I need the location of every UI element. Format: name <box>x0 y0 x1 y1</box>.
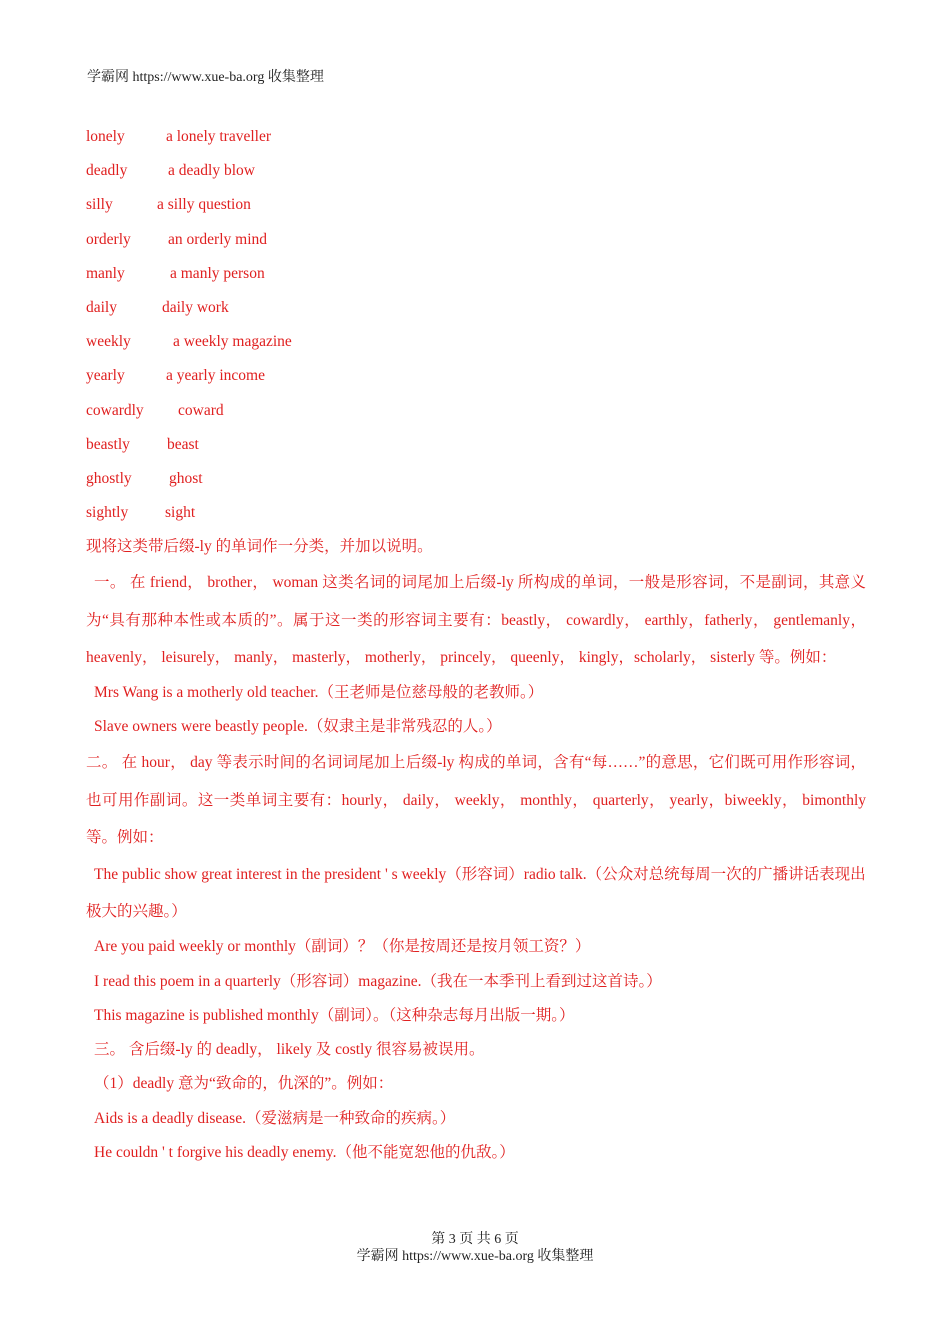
example-phrase: a weekly magazine <box>173 333 292 351</box>
section-2-paragraph: 二。 在 hour， day 等表示时间的名词词尾加上后缀-ly 构成的单词，含有“每……”的意思，它们既可用作形容词，也可用作副词。这一类单词主要有：hourly， daily， weekly， monthly， quarterly， yearly，biweekly， bimonthly 等。例如： <box>86 754 866 846</box>
word-pair <box>86 428 866 462</box>
example-phrase: a lonely traveller <box>166 128 272 145</box>
page-footer: 学霸网 https://www.xue-ba.org 收集整理 <box>356 1249 594 1264</box>
example-sentence: This magazine is published monthly（副词）。（这种杂志每月出版一期。） <box>94 1006 575 1024</box>
word-pair-list <box>86 120 866 530</box>
section-3-title: 三。 含后缀-ly 的 deadly， likely 及 costly 很容易被误用。 <box>94 1041 485 1059</box>
example-phrase: daily work <box>162 298 229 316</box>
document-body <box>86 120 866 1170</box>
word: lonely <box>86 128 125 145</box>
section-1-paragraph: 一。 在 friend， brother， woman 这类名词的词尾加上后缀-ly 所构成的单词，一般是形容词，不是副词，其意义为“具有那种本性或本质的”。属于这一类的形容词主要有：beastly， cowardly， earthly，fatherly， gentlemanly， heavenly， leisurely， manly， masterly， motherly， princely， queenly， kingly，scholarly， sisterly 等。例如： <box>86 574 866 666</box>
page-number: 第 3 页 共 6 页 <box>431 1232 519 1247</box>
intro-line: 现将这类带后缀-ly 的单词作一分类，并加以说明。 <box>86 538 433 556</box>
word-pair <box>86 120 866 154</box>
word: silly <box>86 196 113 214</box>
example-sentence: Mrs Wang is a motherly old teacher.（王老师是位慈母般的老教师。） <box>94 684 544 702</box>
example-sentence: Slave owners were beastly people.（奴隶主是非常残忍的人。） <box>94 718 502 736</box>
word: sightly <box>86 504 129 522</box>
example-phrase: a deadly blow <box>168 162 255 180</box>
example-phrase: a manly person <box>170 264 265 282</box>
word-pair <box>86 359 866 393</box>
example-phrase: sight <box>165 504 196 522</box>
subsection-title: （1）deadly 意为“致命的，仇深的”。例如： <box>94 1075 394 1093</box>
word: orderly <box>86 230 131 248</box>
word: cowardly <box>86 401 144 419</box>
word-pair <box>86 188 866 222</box>
word-pair <box>86 462 866 496</box>
word: yearly <box>86 367 125 385</box>
example-phrase: a silly question <box>157 196 251 214</box>
example-phrase: beast <box>167 435 199 453</box>
word: deadly <box>86 162 128 180</box>
word-pair <box>86 223 866 257</box>
word: daily <box>86 298 117 316</box>
example-sentence: The public show great interest in the president ' s weekly（形容词）radio talk.（公众对总统每周一次的广播讲话表现出极大的兴趣。） <box>86 866 866 921</box>
word-pair <box>86 496 866 530</box>
word-pair <box>86 394 866 428</box>
example-sentence: Are you paid weekly or monthly（副词）？（你是按周还是按月领工资？） <box>94 938 591 956</box>
word: beastly <box>86 435 130 453</box>
example-sentence: He couldn ' t forgive his deadly enemy.（他不能宽恕他的仇敌。） <box>94 1143 515 1161</box>
word: ghostly <box>86 469 132 487</box>
word-pair <box>86 291 866 325</box>
page-header: 学霸网 https://www.xue-ba.org 收集整理 <box>87 70 324 85</box>
word-pair <box>86 257 866 291</box>
word: weekly <box>86 333 131 351</box>
example-phrase: ghost <box>169 469 203 487</box>
word: manly <box>86 264 125 282</box>
word-pair <box>86 325 866 359</box>
example-phrase: a yearly income <box>166 367 265 385</box>
example-sentence: Aids is a deadly disease.（爱滋病是一种致命的疾病。） <box>94 1109 456 1127</box>
word-pair <box>86 154 866 188</box>
example-phrase: coward <box>178 401 224 419</box>
example-phrase: an orderly mind <box>168 230 268 248</box>
example-sentence: I read this poem in a quarterly（形容词）magazine.（我在一本季刊上看到过这首诗。） <box>94 972 662 990</box>
